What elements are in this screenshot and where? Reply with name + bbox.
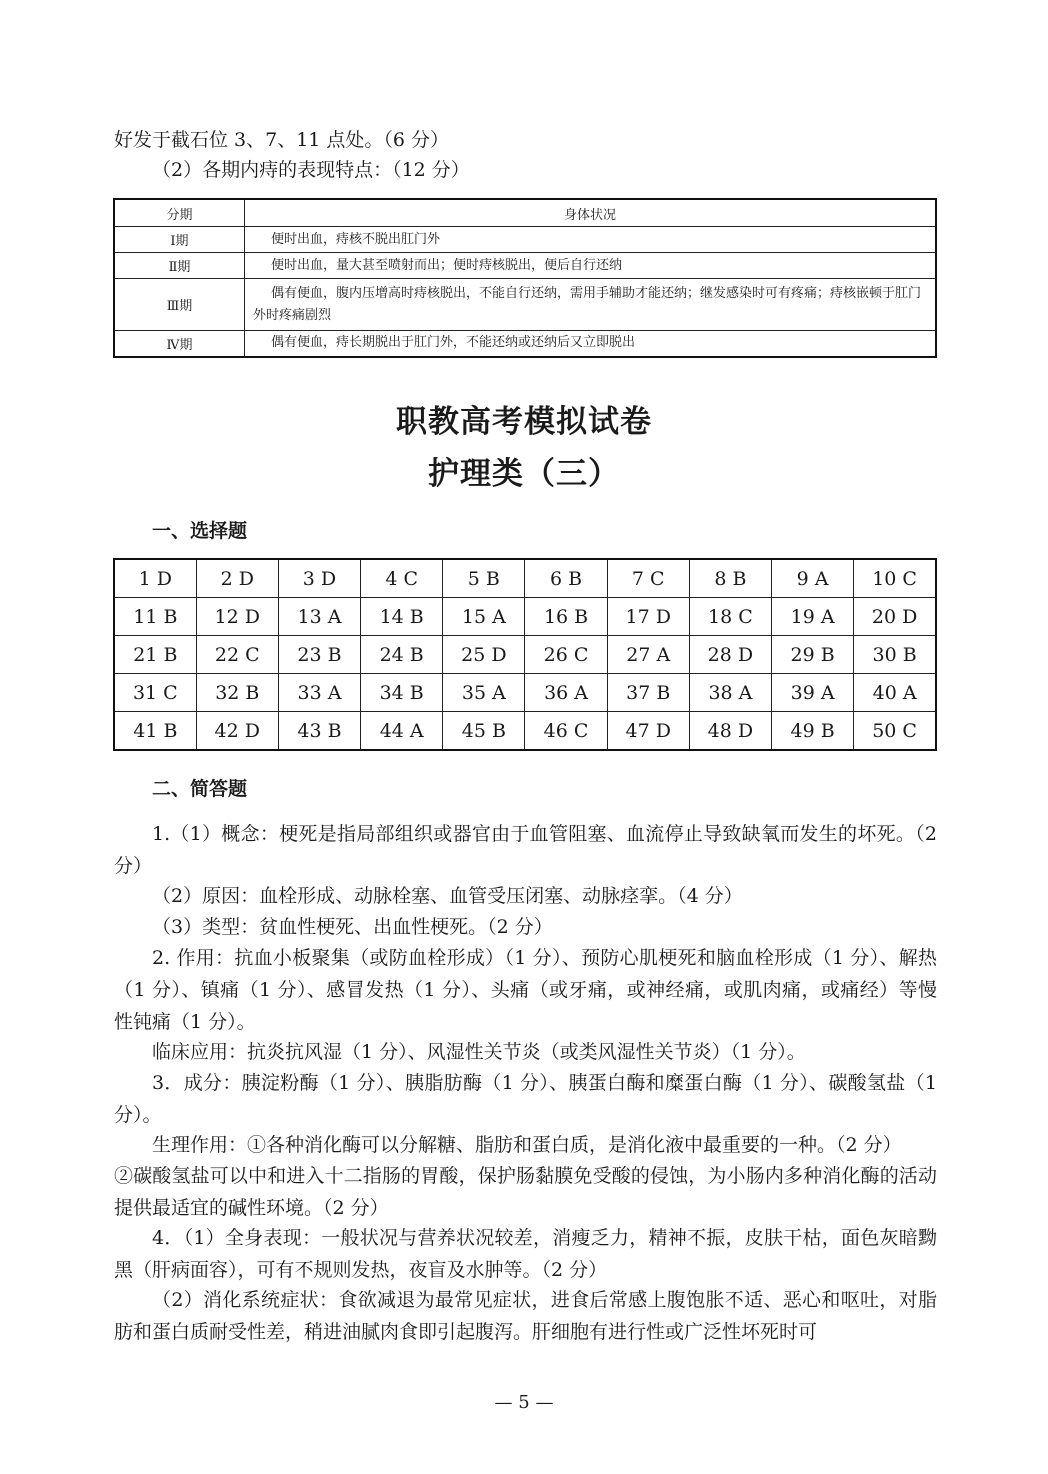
answer-cell: 20 D bbox=[854, 598, 936, 636]
answer-cell: 4 C bbox=[361, 559, 443, 598]
exam-subtitle: 护理类（三） bbox=[428, 456, 620, 492]
answer-cell: 33 A bbox=[278, 674, 360, 712]
answer-cell: 24 B bbox=[361, 636, 443, 674]
condition-cell bbox=[245, 279, 937, 331]
answer-cell: 15 A bbox=[443, 598, 525, 636]
answer-cell: 5 B bbox=[443, 559, 525, 598]
answer-cell: 6 B bbox=[525, 559, 607, 598]
answer-cell: 7 C bbox=[607, 559, 689, 598]
condition-cell: 偶有便血，痔长期脱出于肛门外，不能还纳或还纳后又立即脱出 bbox=[245, 331, 937, 357]
answer-row bbox=[114, 636, 936, 674]
answer-cell: 10 C bbox=[854, 559, 936, 598]
answer-cell: 44 A bbox=[361, 712, 443, 751]
answer-paragraph: 4．（1）全身表现：一般状况与营养状况较差，消瘦乏力，精神不振，皮肤干枯，面色灰暗黝黑（肝病面容），可有不规则发热，夜盲及水肿等。（2 分） bbox=[114, 1227, 937, 1281]
stage-cell: Ⅲ期 bbox=[114, 279, 245, 331]
answer-cell: 17 D bbox=[607, 598, 689, 636]
answer-cell: 11 B bbox=[114, 598, 196, 636]
answer-cell: 19 A bbox=[772, 598, 854, 636]
answer-cell: 40 A bbox=[854, 674, 936, 712]
answer-cell: 16 B bbox=[525, 598, 607, 636]
table-row bbox=[114, 279, 936, 331]
answer-cell: 1 D bbox=[114, 559, 196, 598]
answer-cell: 41 B bbox=[114, 712, 196, 751]
answer-cell: 28 D bbox=[689, 636, 771, 674]
page-number: — 5 — bbox=[494, 1392, 554, 1413]
answer-cell: 22 C bbox=[196, 636, 278, 674]
answer-row bbox=[114, 712, 936, 751]
exam-title: 职教高考模拟试卷 bbox=[396, 404, 652, 440]
answer-paragraph: ②碳酸氢盐可以中和进入十二指肠的胃酸，保护肠黏膜免受酸的侵蚀，为小肠内多种消化酶的活动提供最适宜的碱性环境。（2 分） bbox=[114, 1165, 937, 1219]
answer-cell: 49 B bbox=[772, 712, 854, 751]
answer-cell: 14 B bbox=[361, 598, 443, 636]
answer-cell: 23 B bbox=[278, 636, 360, 674]
table-row bbox=[114, 227, 936, 253]
answer-cell: 47 D bbox=[607, 712, 689, 751]
answer-row bbox=[114, 598, 936, 636]
answer-cell: 30 B bbox=[854, 636, 936, 674]
answer-cell: 34 B bbox=[361, 674, 443, 712]
answer-cell: 35 A bbox=[443, 674, 525, 712]
answer-row bbox=[114, 559, 936, 598]
answer-cell: 25 D bbox=[443, 636, 525, 674]
hemorrhoid-stage-table bbox=[113, 198, 937, 358]
section-heading-choice: 一、选择题 bbox=[152, 520, 248, 542]
intro-line-2: （2）各期内痔的表现特点：（12 分） bbox=[152, 159, 470, 181]
section-heading-short-answer: 二、简答题 bbox=[152, 778, 248, 800]
answer-paragraph: （3）类型：贫血性梗死、出血性梗死。（2 分） bbox=[152, 916, 553, 938]
intro-line-1: 好发于截石位 3、7、11 点处。（6 分） bbox=[114, 129, 450, 151]
stage-cell: Ⅳ期 bbox=[114, 331, 245, 357]
answer-cell: 31 C bbox=[114, 674, 196, 712]
answer-table bbox=[113, 558, 937, 751]
answer-cell: 50 C bbox=[854, 712, 936, 751]
answer-paragraph: 1.（1）概念：梗死是指局部组织或器官由于血管阻塞、血流停止导致缺氧而发生的坏死。（2 分） bbox=[114, 823, 937, 877]
answer-paragraph: （2）消化系统症状：食欲减退为最常见症状，进食后常感上腹饱胀不适、恶心和呕吐，对脂肪和蛋白质耐受性差，稍进油腻肉食即引起腹泻。肝细胞有进行性或广泛性坏死时可 bbox=[114, 1289, 937, 1343]
answer-paragraph: 3．成分：胰淀粉酶（1 分）、胰脂肪酶（1 分）、胰蛋白酶和糜蛋白酶（1 分）、碳酸氢盐（1 分）。 bbox=[114, 1072, 937, 1126]
answer-cell: 39 A bbox=[772, 674, 854, 712]
answer-cell: 37 B bbox=[607, 674, 689, 712]
answer-cell: 45 B bbox=[443, 712, 525, 751]
condition-text: 偶有便血，腹内压增高时痔核脱出，不能自行还纳，需用手辅助才能还纳；继发感染时可有疼痛；痔核嵌顿于肛门外时疼痛剧烈 bbox=[253, 285, 922, 323]
table-row bbox=[114, 331, 936, 357]
answer-paragraph: （2）原因：血栓形成、动脉栓塞、血管受压闭塞、动脉痉挛。（4 分） bbox=[152, 885, 743, 907]
answer-cell: 32 B bbox=[196, 674, 278, 712]
answer-cell: 3 D bbox=[278, 559, 360, 598]
stage-cell: Ⅰ期 bbox=[114, 227, 245, 253]
answer-paragraph: 临床应用：抗炎抗风湿（1 分）、风湿性关节炎（或类风湿性关节炎）（1 分）。 bbox=[152, 1041, 806, 1063]
answer-cell: 18 C bbox=[689, 598, 771, 636]
answer-cell: 26 C bbox=[525, 636, 607, 674]
table-row bbox=[114, 253, 936, 279]
answer-paragraph: 2. 作用：抗血小板聚集（或防血栓形成）（1 分）、预防心肌梗死和脑血栓形成（1 分）、解热（1 分）、镇痛（1 分）、感冒发热（1 分）、头痛（或牙痛，或神经痛，或肌肉痛，或痛经）等慢性钝痛（1 分）。 bbox=[114, 947, 937, 1033]
answer-row bbox=[114, 674, 936, 712]
answer-cell: 27 A bbox=[607, 636, 689, 674]
condition-header: 身体状况 bbox=[245, 199, 937, 227]
answer-cell: 12 D bbox=[196, 598, 278, 636]
answer-cell: 46 C bbox=[525, 712, 607, 751]
answer-cell: 29 B bbox=[772, 636, 854, 674]
answer-cell: 43 B bbox=[278, 712, 360, 751]
answer-cell: 42 D bbox=[196, 712, 278, 751]
condition-cell: 便时出血，痔核不脱出肛门外 bbox=[245, 227, 937, 253]
stage-cell: Ⅱ期 bbox=[114, 253, 245, 279]
answer-cell: 9 A bbox=[772, 559, 854, 598]
answer-cell: 21 B bbox=[114, 636, 196, 674]
answer-cell: 48 D bbox=[689, 712, 771, 751]
answer-cell: 36 A bbox=[525, 674, 607, 712]
stage-header: 分期 bbox=[114, 199, 245, 227]
condition-cell: 便时出血，量大甚至喷射而出；便时痔核脱出，便后自行还纳 bbox=[245, 253, 937, 279]
answer-paragraph: 生理作用：①各种消化酶可以分解糖、脂肪和蛋白质，是消化液中最重要的一种。（2 分） bbox=[152, 1134, 902, 1156]
answer-cell: 13 A bbox=[278, 598, 360, 636]
answer-cell: 38 A bbox=[689, 674, 771, 712]
answer-cell: 8 B bbox=[689, 559, 771, 598]
answer-cell: 2 D bbox=[196, 559, 278, 598]
